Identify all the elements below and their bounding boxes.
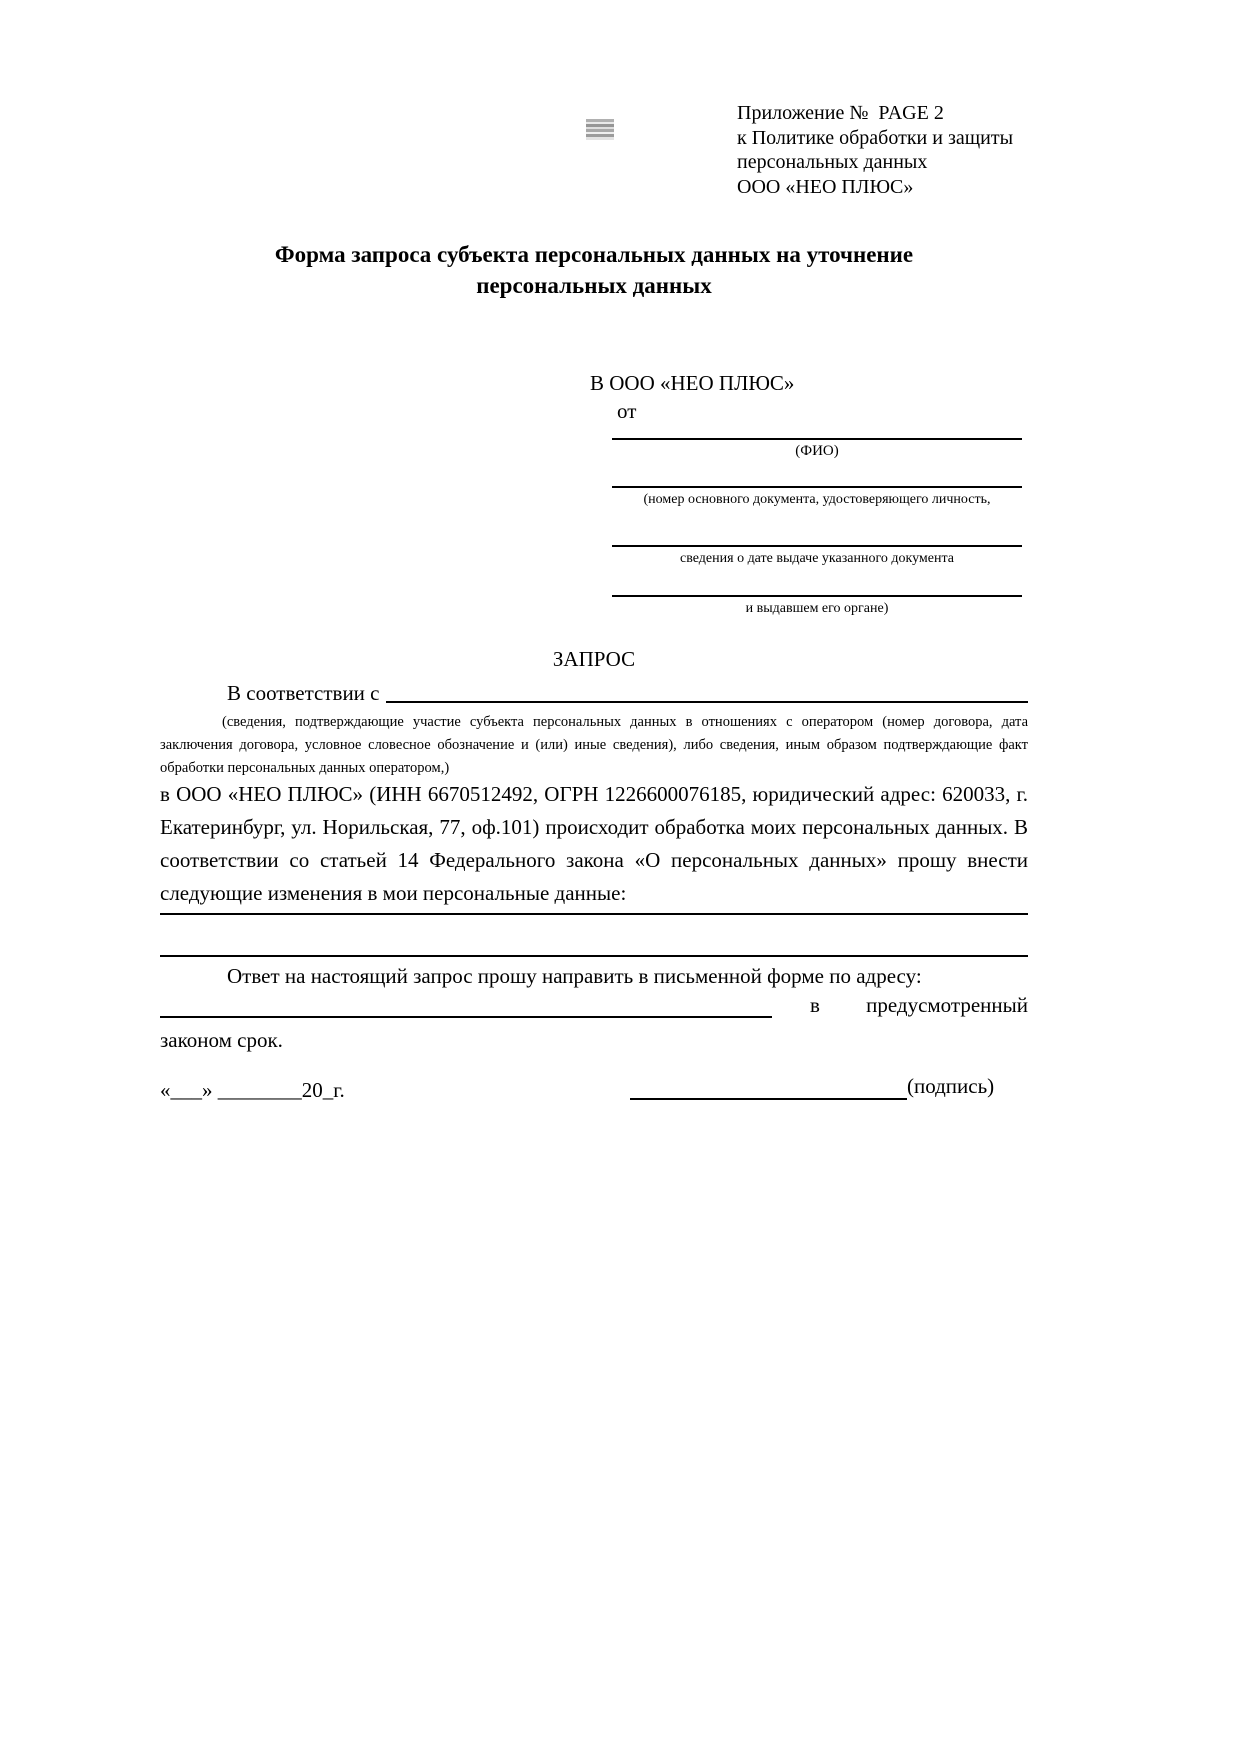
request-body: в ООО «НЕО ПЛЮС» (ИНН 6670512492, ОГРН 1226600076185, юридический адрес: 620033, г. Екатеринбург, ул. Норильская, 77, оф.101) происходит обработка моих персональных данных. В соответствии со статьей 14 Федерального закона «О персональных данных» прошу внести следующие изменения в мои персональные данные: xyxy=(160,782,1028,905)
address-blank-line xyxy=(160,992,772,1018)
issue-date-caption: сведения о дате выдаче указанного документа xyxy=(680,551,954,566)
header-org-line: ООО «НЕО ПЛЮС» xyxy=(737,175,914,198)
form-title-line: персональных данных xyxy=(476,273,712,298)
reply-suffix xyxy=(772,992,1028,1018)
from-label: от xyxy=(617,399,637,423)
signature-blank-line xyxy=(630,1072,907,1100)
form-title-line: Форма запроса субъекта персональных данных на уточнение xyxy=(274,242,914,267)
signature-group xyxy=(630,1072,994,1100)
doc-number-field-line xyxy=(612,466,1022,488)
issuer-field-line xyxy=(612,575,1022,597)
changes-blank-line-2 xyxy=(160,935,1028,957)
date-blank-line: «___» ________20_г. xyxy=(160,1078,345,1102)
fio-caption: (ФИО) xyxy=(795,443,839,459)
appendix-number-line: Приложение № PAGE 2 xyxy=(737,102,944,124)
reply-suffix-word-2: предусмотренный xyxy=(866,993,1028,1017)
header-line: к Политике обработки и защиты xyxy=(737,126,1014,149)
participation-note: (сведения, подтверждающие участие субъекта персональных данных в отношениях с оператором (номер договора, дата заключения договора, условное словесное обозначение и (или) иные сведения), либо сведения, иным образом подтверждающие факт обработки персональных данных оператором,) xyxy=(160,714,1028,776)
doc-number-caption: (номер основного документа, удостоверяющего личность, xyxy=(643,492,991,507)
field-code-artifact-icon xyxy=(586,119,614,140)
issue-date-field-line xyxy=(612,525,1022,547)
signature-caption: (подпись) xyxy=(907,1074,995,1098)
issuer-caption: и выдавшем его органе) xyxy=(745,601,889,616)
intro-blank-line xyxy=(386,680,1029,703)
header-line: персональных данных xyxy=(737,151,928,173)
intro-row xyxy=(160,680,1028,707)
reply-suffix-word-1: в xyxy=(810,993,820,1017)
request-heading: ЗАПРОС xyxy=(552,647,636,671)
form-title xyxy=(160,239,1028,301)
addressee-org: В ООО «НЕО ПЛЮС» xyxy=(590,371,795,395)
closing-text: законом срок. xyxy=(160,1028,283,1052)
appendix-header xyxy=(737,101,1013,199)
fio-field-line xyxy=(612,418,1022,440)
reply-address-row xyxy=(160,990,1028,1018)
reply-request-line: Ответ на настоящий запрос прошу направить в письменной форме по адресу: xyxy=(227,964,922,988)
intro-text: В соответствии с xyxy=(227,681,380,705)
changes-blank-line-1 xyxy=(160,893,1028,915)
